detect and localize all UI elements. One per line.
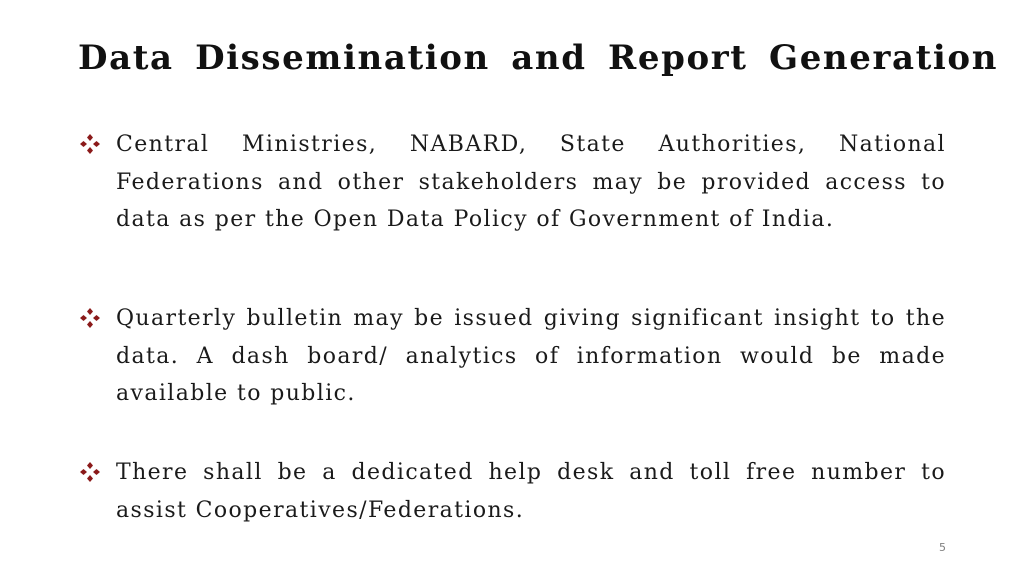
bullet-text: There shall be a dedicated help desk and toll free number to assist Cooperatives/Federations. <box>116 460 946 523</box>
slide-title: Data Dissemination and Report Generation <box>78 38 999 78</box>
bullet-text: Quarterly bulletin may be issued giving significant insight to the data. A dash board/ analytics of information would be made available to public. <box>116 306 946 406</box>
page-number: 5 <box>939 541 946 554</box>
four-diamond-bullet-icon <box>78 132 102 156</box>
four-diamond-bullet-icon <box>78 306 102 330</box>
bullet-text: Central Ministries, NABARD, State Authorities, National Federations and other stakeholders may be provided access to data as per the Open Data Policy of Government of India. <box>116 132 946 232</box>
four-diamond-bullet-icon <box>78 460 102 484</box>
